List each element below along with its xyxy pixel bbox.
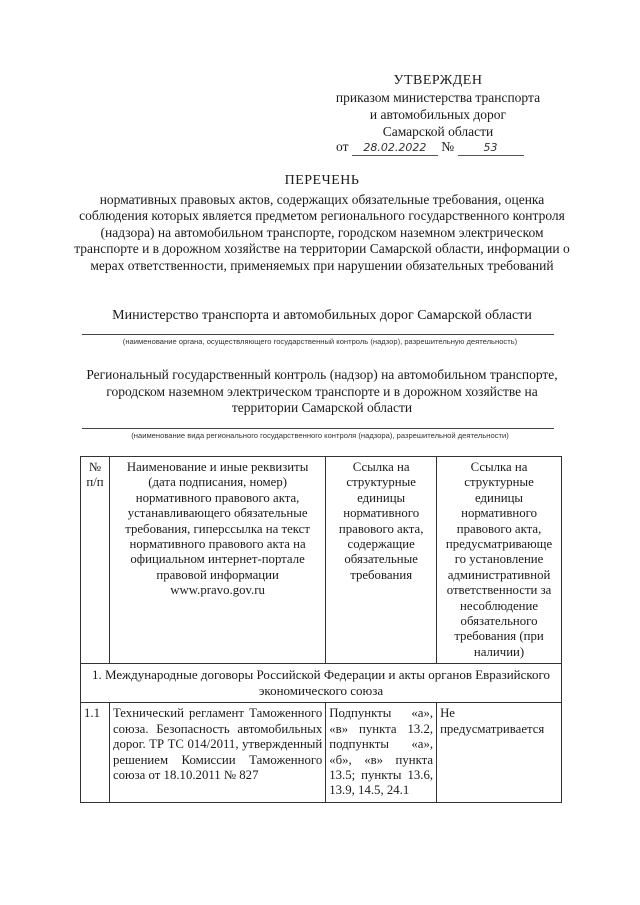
approval-date-line	[336, 139, 524, 156]
title-heading: ПЕРЕЧЕНЬ	[284, 173, 360, 188]
table-row	[81, 703, 562, 802]
approval-heading: УТВЕРЖДЕН	[393, 73, 483, 88]
row-act: Технический регламент Таможенного союза. Безопасность автомобильных дорог. ТР ТС 014/2011, утвержденный решением Комиссии Таможенного союза от 18.10.2011 № 827	[109, 703, 325, 802]
organization-name: Министерство транспорта и автомобильных дорог Самарской области	[112, 308, 532, 323]
divider	[82, 334, 554, 335]
organization-caption: (наименование органа, осуществляющего государственный контроль (надзор), разрешительную деятельность)	[122, 337, 518, 346]
document-title	[72, 173, 572, 274]
control-kind-name: Региональный государственный контроль (надзор) на автомобильном транспорте, городском наземном электрическом транспорте и в дорожном хозяйстве на территории Самарской области	[86, 367, 558, 415]
handwritten-date: 28.02.2022	[363, 141, 427, 154]
requirements-table	[80, 456, 562, 803]
handwritten-number: 53	[483, 141, 498, 154]
header-liability: Ссылка на структурные единицы нормативного правового акта, предусматривающе го установление административной ответственности за несоблюдение обязательного требования (при наличии)	[437, 457, 562, 664]
header-act: Наименование и иные реквизиты (дата подписания, номер) нормативного правового акта, устанавливающего обязательные требования, гиперссылка на текст нормативного правового акта на официальном интернет-портале правовой информации www.pravo.gov.ru	[109, 457, 325, 664]
approval-block	[318, 72, 558, 140]
row-liability: Не предусматривается	[437, 703, 562, 802]
title-text: нормативных правовых актов, содержащих обязательные требования, оценка соблюдения которых является предметом регионального государственного контроля (надзора) на автомобильном транспорте, городском наземном электрическом транспорте и в дорожном хозяйстве на территории Самарской области, информации о мерах ответственности, применяемых при нарушении обязательных требований	[74, 191, 570, 273]
row-number: 1.1	[81, 703, 110, 802]
header-number: № п/п	[81, 457, 110, 664]
date-prefix: от	[336, 139, 349, 154]
header-refs: Ссылка на структурные единицы нормативного правового акта, содержащие обязательные требования	[326, 457, 437, 664]
section-row	[81, 664, 562, 703]
section-title: 1. Международные договоры Российской Федерации и акты органов Евразийского экономического союза	[81, 664, 562, 703]
number-prefix: №	[441, 139, 455, 154]
row-refs: Подпункты «а», «в» пункта 13.2, подпункты «а», «б», «в» пункта 13.5; пункты 13.6, 13.9, 14.5, 24.1	[326, 703, 437, 802]
table-header-row	[81, 457, 562, 664]
approval-line: и автомобильных дорог	[369, 107, 507, 122]
date-field	[352, 139, 438, 156]
control-kind-caption: (наименование вида регионального государственного контроля (надзора), разрешительной деятельности)	[131, 431, 509, 440]
approval-line: Самарской области	[382, 124, 494, 139]
number-field	[458, 139, 524, 156]
approval-line: приказом министерства транспорта	[335, 90, 541, 105]
divider	[82, 428, 554, 429]
